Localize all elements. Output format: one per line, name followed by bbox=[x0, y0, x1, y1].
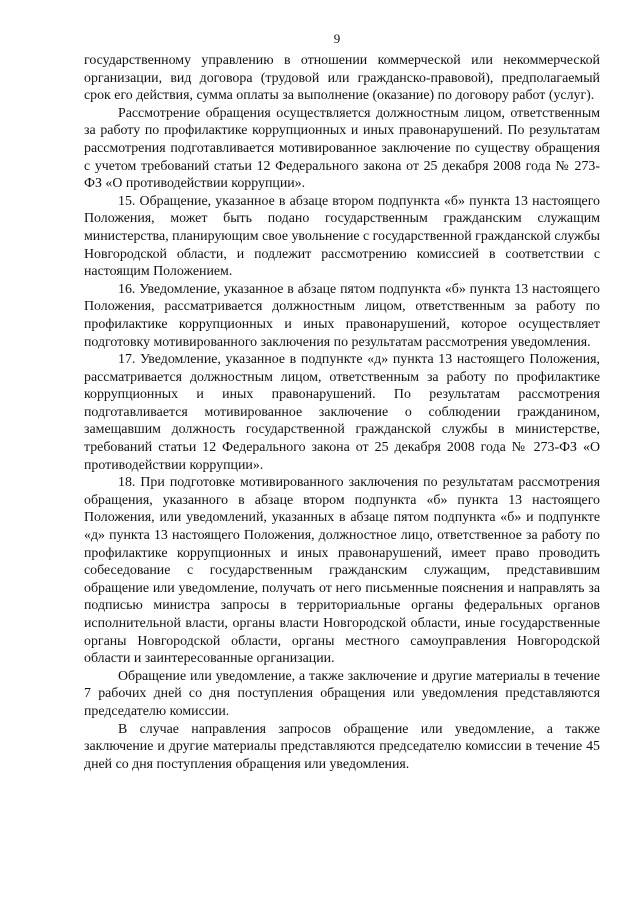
document-page bbox=[84, 31, 600, 773]
paragraph-item-16: 16. Уведомление, указанное в абзаце пятом подпункта «б» пункта 13 настоящего Положения, рассматривается должностным лицом, ответственным за работу по профилактике коррупционных и иных правонарушений, которое осуществляет подготовку мотивированного заключения по результатам рассмотрения уведомления. bbox=[84, 281, 600, 350]
paragraph-submission-7-days: Обращение или уведомление, а также заключение и другие материалы в течение 7 рабочих дней со дня поступления обращения или уведомления представляются председателю комиссии. bbox=[84, 668, 600, 719]
paragraph-item-17: 17. Уведомление, указанное в подпункте «д» пункта 13 настоящего Положения, рассматривается должностным лицом, ответственным за работу по профилактике коррупционных и иных правонарушений. По результатам рассмотрения подготавливается мотивированное заключение о соблюдении гражданином, замещавшим должность государственной гражданской службы в министерстве, требований статьи 12 Федерального закона от 25 декабря 2008 года № 273-ФЗ «О противодействии коррупции». bbox=[84, 352, 600, 473]
paragraph-item-15: 15. Обращение, указанное в абзаце втором подпункта «б» пункта 13 настоящего Положения, может быть подано государственным гражданским служащим министерства, планирующим свое увольнение с государственной гражданской службы Новгородской области, и подлежит рассмотрению комиссией в соответствии с настоящим Положением. bbox=[84, 193, 600, 280]
page-number: 9 bbox=[333, 31, 341, 46]
paragraph-continuation: государственному управлению в отношении коммерческой или некоммерческой организации, вид договора (трудовой или гражданско-правовой), предполагаемый срок его действия, сумма оплаты за выполнение (оказание) по договору работ (услуг). bbox=[84, 53, 600, 104]
paragraph-submission-45-days: В случае направления запросов обращение или уведомление, а также заключение и другие материалы представляются председателю комиссии в течение 45 дней со дня поступления обращения или уведомления. bbox=[84, 721, 600, 772]
paragraph-review-procedure: Рассмотрение обращения осуществляется должностным лицом, ответственным за работу по профилактике коррупционных и иных правонарушений. По результатам рассмотрения подготавливается мотивированное заключение по существу обращения с учетом требований статьи 12 Федерального закона от 25 декабря 2008 года № 273-ФЗ «О противодействии коррупции». bbox=[84, 105, 600, 192]
paragraph-item-18: 18. При подготовке мотивированного заключения по результатам рассмотрения обращения, указанного в абзаце втором подпункта «б» пункта 13 настоящего Положения, или уведомлений, указанных в абзаце пятом подпункта «б» и подпункте «д» пункта 13 настоящего Положения, должностное лицо, ответственное за работу по профилактике коррупционных и иных правонарушений, имеет право проводить собеседование с государственным гражданским служащим, представившим обращение или уведомление, получать от него письменные пояснения и направлять за подписью министра запросы в территориальные органы федеральных органов исполнительной власти, органы власти Новгородской области, иные государственные органы Новгородской области, органы местного самоуправления Новгородской области и заинтересованные организации. bbox=[84, 475, 600, 667]
